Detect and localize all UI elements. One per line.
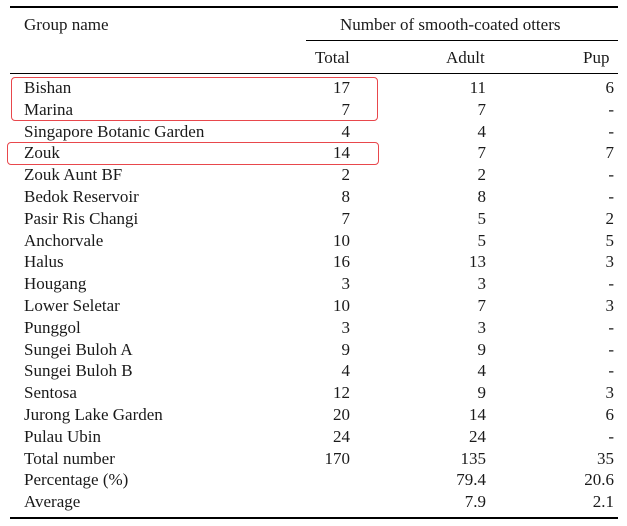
pup-cell: -	[608, 165, 614, 185]
adult-cell: 5	[477, 208, 486, 228]
pup-cell: 5	[605, 230, 614, 250]
table-row	[0, 251, 627, 273]
adult-cell: 7	[477, 143, 486, 163]
total-cell: 17	[333, 78, 350, 97]
table-row	[0, 448, 627, 470]
adult-cell: 11	[469, 78, 486, 97]
total-cell: 10	[333, 230, 350, 250]
total-cell: 20	[333, 405, 350, 424]
group-name-cell: Marina	[24, 99, 74, 119]
total-cell: 10	[333, 296, 350, 315]
group-name-cell: Jurong Lake Garden	[24, 405, 163, 424]
pup-cell: -	[608, 274, 614, 294]
adult-cell: 3	[477, 274, 486, 294]
group-name-cell: Zouk	[24, 143, 60, 163]
adult-cell: 4	[477, 121, 486, 141]
group-name-cell: Halus	[24, 252, 64, 272]
total-cell: 16	[333, 252, 350, 272]
adult-cell: 7.9	[464, 492, 486, 512]
adult-cell: 135	[460, 448, 486, 468]
table-row	[0, 273, 627, 295]
total-cell: 170	[324, 448, 350, 468]
table-row	[0, 339, 627, 361]
total-cell: 12	[333, 383, 350, 403]
pup-cell: -	[608, 339, 614, 359]
pup-cell: 2	[605, 208, 614, 228]
pup-cell: 3	[605, 383, 614, 403]
table-row	[0, 208, 627, 230]
table-row	[0, 382, 627, 404]
highlight-box-bishan-marina	[11, 77, 378, 121]
pup-cell: -	[608, 361, 614, 381]
pup-cell: 6	[605, 405, 614, 424]
total-cell: 3	[341, 317, 350, 337]
total-cell: 9	[341, 339, 350, 359]
group-name-cell: Lower Seletar	[24, 296, 120, 315]
table-bottom-rule	[10, 517, 618, 519]
total-cell: 7	[341, 208, 350, 228]
table-row	[0, 360, 627, 382]
header-subrule	[306, 40, 618, 41]
adult-cell: 79.4	[456, 470, 486, 490]
total-column-header: Total	[315, 48, 350, 67]
table-row	[0, 426, 627, 448]
group-name-cell: Average	[24, 492, 81, 512]
total-cell: 7	[341, 99, 350, 119]
group-name-cell: Hougang	[24, 274, 87, 294]
total-cell: 8	[341, 187, 350, 206]
table-row	[0, 121, 627, 143]
adult-cell: 13	[469, 252, 486, 272]
table-row	[0, 164, 627, 186]
header-bottom-rule	[10, 73, 618, 74]
pup-column-header: Pup	[583, 48, 610, 67]
table-row	[0, 230, 627, 252]
pup-cell: 6	[605, 78, 614, 97]
adult-cell: 9	[477, 339, 486, 359]
table-top-rule	[10, 6, 618, 8]
table-row	[0, 186, 627, 208]
otter-count-header: Number of smooth-coated otters	[340, 15, 561, 34]
group-name-cell: Singapore Botanic Garden	[24, 121, 205, 141]
group-name-cell: Sungei Buloh B	[24, 361, 133, 381]
group-name-cell: Zouk Aunt BF	[24, 165, 123, 185]
pup-cell: 3	[605, 252, 614, 272]
table-row	[0, 469, 627, 491]
adult-cell: 9	[477, 383, 486, 403]
group-name-cell: Punggol	[24, 317, 81, 337]
pup-cell: 3	[605, 296, 614, 315]
total-cell: 2	[341, 165, 350, 185]
pup-cell: -	[608, 121, 614, 141]
table-row	[0, 491, 627, 513]
adult-column-header: Adult	[446, 48, 485, 67]
adult-cell: 3	[477, 317, 486, 337]
adult-cell: 24	[469, 426, 486, 446]
group-name-cell: Pulau Ubin	[24, 426, 101, 446]
group-name-cell: Bedok Reservoir	[24, 187, 139, 206]
group-name-cell: Anchorvale	[24, 230, 104, 250]
adult-cell: 2	[477, 165, 486, 185]
total-cell: 4	[341, 361, 350, 381]
group-name-cell: Total number	[24, 448, 115, 468]
group-name-cell: Sentosa	[24, 383, 77, 403]
adult-cell: 7	[477, 99, 486, 119]
adult-cell: 4	[477, 361, 486, 381]
group-name-cell: Bishan	[24, 78, 72, 97]
adult-cell: 7	[477, 296, 486, 315]
pup-cell: 35	[597, 448, 614, 468]
adult-cell: 8	[477, 187, 486, 206]
total-cell: 4	[341, 121, 350, 141]
total-cell: 24	[333, 426, 350, 446]
group-name-header: Group name	[24, 15, 109, 34]
table-row	[0, 295, 627, 317]
table-row	[0, 404, 627, 426]
group-name-cell: Sungei Buloh A	[24, 339, 133, 359]
highlight-box-zouk	[7, 142, 379, 165]
pup-cell: -	[608, 317, 614, 337]
pup-cell: 7	[605, 143, 614, 163]
table-row	[0, 317, 627, 339]
total-cell: 14	[333, 143, 350, 163]
group-name-cell: Percentage (%)	[24, 470, 129, 490]
pup-cell: -	[608, 426, 614, 446]
adult-cell: 5	[477, 230, 486, 250]
pup-cell: 20.6	[584, 470, 614, 490]
group-name-cell: Pasir Ris Changi	[24, 208, 139, 228]
pup-cell: -	[608, 99, 614, 119]
total-cell: 3	[341, 274, 350, 294]
adult-cell: 14	[469, 405, 486, 424]
pup-cell: -	[608, 187, 614, 206]
pup-cell: 2.1	[592, 492, 614, 512]
